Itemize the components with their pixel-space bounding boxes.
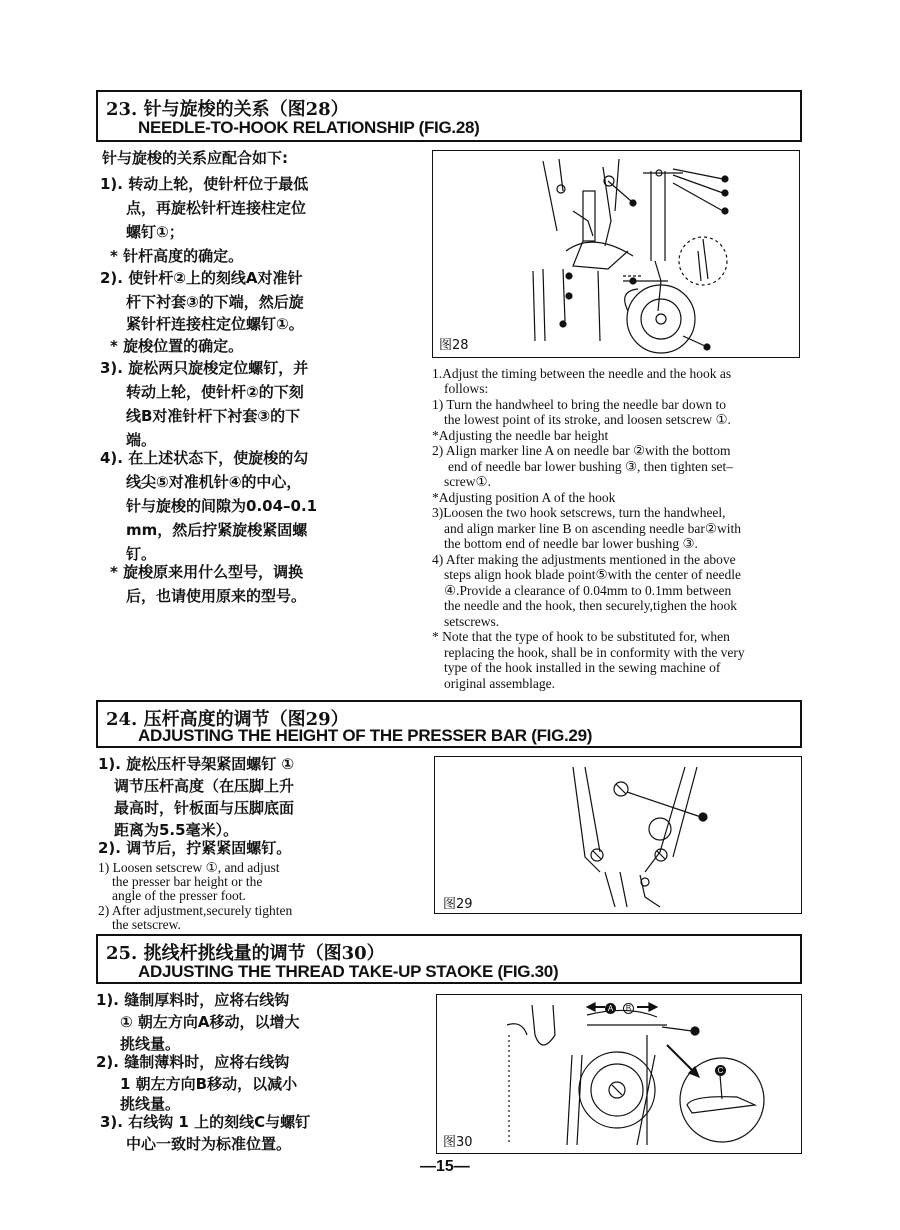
cn-line: 针与旋梭的关系应配合如下:: [102, 149, 288, 167]
cn-line: 线B对准针杆下衬套③的下: [126, 407, 301, 425]
figure-29: [434, 756, 802, 914]
figure-30-drawing: [437, 995, 803, 1155]
cn-line: 钉。: [126, 545, 157, 563]
figure-28-drawing: [433, 151, 801, 359]
cn-line: 螺钉①；: [126, 223, 184, 241]
cn-line: 转动上轮，使针杆②的下刻: [126, 383, 304, 401]
section-23-cn-title: 23. 针与旋梭的关系（图28）: [106, 99, 349, 120]
cn-line: 1). 旋松压杆导架紧固螺钉 ①: [98, 755, 295, 773]
en-line: original assemblage.: [444, 676, 555, 691]
en-line: ④.Provide a clearance of 0.04mm to 0.1mm between: [444, 583, 732, 598]
figure-28: [432, 150, 800, 358]
cn-line: 挑线量。: [120, 1035, 181, 1053]
figure-28-label: 图28: [439, 338, 469, 353]
en-line: replacing the hook, shall be in conformity with the very: [444, 645, 745, 660]
cn-line: 距离为5.5毫米）。: [114, 821, 239, 839]
cn-line: 2). 调节后，拧紧紧固螺钉。: [98, 839, 292, 857]
en-line: and align marker line B on ascending needle bar②with: [444, 521, 742, 536]
cn-line: 端。: [126, 431, 157, 449]
cn-line: 2). 使针杆②上的刻线A对准针: [100, 269, 303, 287]
section-24-cn-title: 24. 压杆高度的调节（图29）: [106, 709, 349, 730]
en-line: the bottom end of needle bar lower bushing ③.: [444, 536, 698, 551]
cn-line: 最高时，针板面与压脚底面: [114, 799, 295, 817]
en-line: the presser bar height or the: [112, 874, 263, 889]
en-line: screw①.: [444, 474, 491, 489]
section-23-en-title: NEEDLE-TO-HOOK RELATIONSHIP (FIG.28): [138, 118, 480, 137]
marker-a: A: [605, 1003, 616, 1014]
cn-line: 4). 在上述状态下，使旋梭的勾: [100, 449, 309, 467]
page-number: —15—: [420, 1158, 470, 1175]
section-24-header: [96, 700, 802, 748]
cn-line: 中心一致时为标准位置。: [126, 1135, 292, 1153]
en-line: *Adjusting the needle bar height: [432, 428, 609, 443]
section-24-en-title: ADJUSTING THE HEIGHT OF THE PRESSER BAR (FIG.29): [138, 726, 593, 745]
figure-30: [436, 994, 802, 1154]
en-line: *Adjusting position A of the hook: [432, 490, 616, 505]
cn-line: 1). 转动上轮，使针杆位于最低: [100, 175, 309, 193]
cn-line: 线尖⑤对准机针④的中心，: [126, 473, 302, 491]
cn-line: 针与旋梭的间隙为0.04–0.1: [126, 497, 318, 515]
cn-line: 紧针杆连接柱定位螺钉①。: [126, 315, 304, 333]
en-line: type of the hook installed in the sewing machine of: [444, 660, 721, 675]
cn-line: mm，然后拧紧旋梭紧固螺: [126, 521, 308, 539]
en-line: the needle and the hook, then securely,tighen the hook: [444, 598, 738, 613]
en-line: end of needle bar lower bushing ③, then tighten set–: [448, 459, 734, 474]
cn-line: 1). 缝制厚料时，应将右线钩: [96, 991, 290, 1009]
section-25-header: [96, 934, 802, 984]
en-line: 2) Align marker line A on needle bar ②with the bottom: [432, 443, 731, 458]
en-line: angle of the presser foot.: [112, 888, 246, 903]
figure-30-label: 图30: [443, 1135, 473, 1150]
figure-29-label: 图29: [443, 897, 473, 912]
en-line: the setscrew.: [112, 917, 181, 932]
cn-line: * 旋梭原来用什么型号，调换: [110, 563, 304, 581]
cn-line: 点，再旋松针杆连接柱定位: [126, 199, 307, 217]
en-line: 4) After making the adjustments mentioned in the above: [432, 552, 736, 567]
cn-line: * 旋梭位置的确定。: [110, 337, 244, 355]
en-line: 3)Loosen the two hook setscrews, turn the handwheel,: [432, 505, 726, 520]
figure-29-drawing: [435, 757, 803, 915]
cn-line: 3). 旋松两只旋梭定位螺钉，并: [100, 359, 309, 377]
cn-line: 2). 缝制薄料时，应将右线钩: [96, 1053, 290, 1071]
en-line: 1.Adjust the timing between the needle and the hook as: [432, 366, 732, 381]
marker-c: C: [715, 1065, 726, 1076]
cn-line: 挑线量。: [120, 1095, 181, 1113]
marker-b: B: [623, 1003, 634, 1014]
section-25-cn-title: 25. 挑线杆挑线量的调节（图30）: [106, 943, 385, 964]
en-line: follows:: [444, 381, 489, 396]
cn-line: 3). 右线钩 1 上的刻线C与螺钉: [100, 1113, 311, 1131]
cn-line: 1 朝左方向B移动，以减小: [120, 1075, 298, 1093]
en-line: 1) Turn the handwheel to bring the needle bar down to: [432, 397, 726, 412]
cn-line: 后，也请使用原来的型号。: [126, 587, 307, 605]
cn-line: * 针杆高度的确定。: [110, 247, 244, 265]
section-25-en-title: ADJUSTING THE THREAD TAKE-UP STAOKE (FIG.30): [138, 962, 559, 981]
en-line: 2) After adjustment,securely tighten: [98, 903, 293, 918]
cn-line: 调节压杆高度（在压脚上升: [114, 777, 295, 795]
cn-line: ① 朝左方向A移动，以增大: [120, 1013, 300, 1031]
en-line: 1) Loosen setscrew ①, and adjust: [98, 860, 280, 875]
section-23-header: [96, 90, 802, 142]
en-line: setscrews.: [444, 614, 500, 629]
cn-line: 杆下衬套③的下端，然后旋: [126, 293, 304, 311]
en-line: * Note that the type of hook to be substituted for, when: [432, 629, 730, 644]
en-line: the lowest point of its stroke, and loosen setscrew ①.: [444, 412, 731, 427]
en-line: steps align hook blade point⑤with the center of needle: [444, 567, 742, 582]
